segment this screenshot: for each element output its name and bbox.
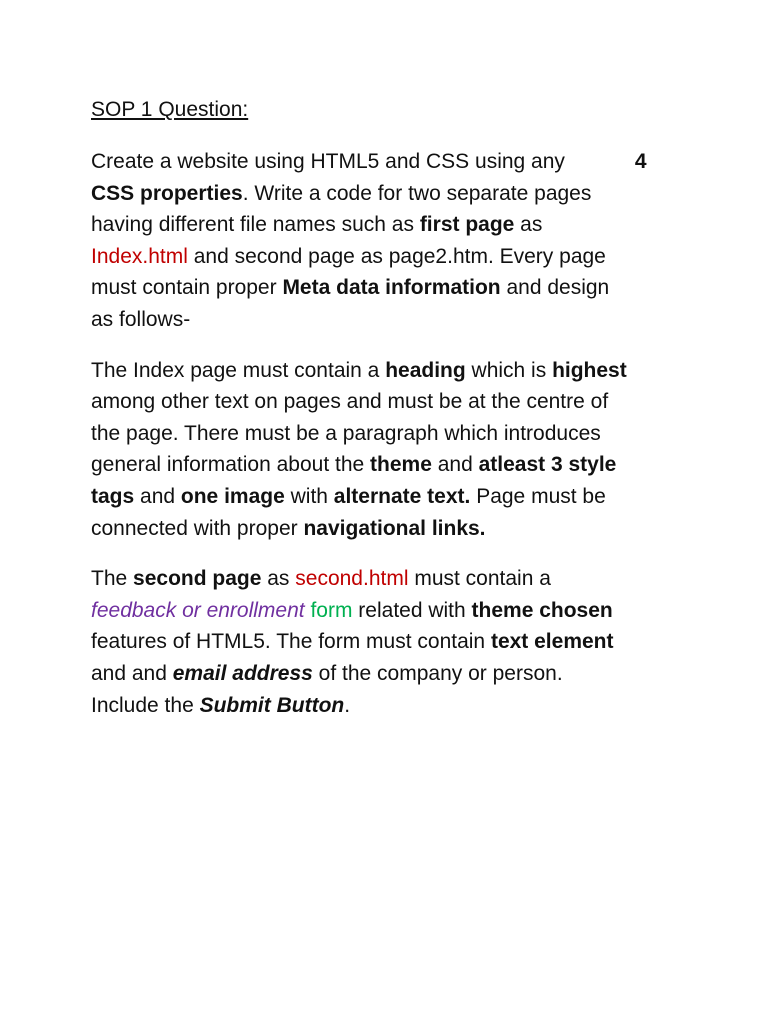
text-run: as (261, 567, 296, 591)
text-run: Include the (91, 693, 200, 717)
text-line (91, 563, 691, 595)
filename-highlight: Index.html (91, 244, 188, 268)
bold-text: second page (133, 567, 262, 591)
text-run: . (344, 693, 351, 717)
bold-text: one image (180, 484, 285, 508)
text-run: must contain proper (91, 276, 283, 300)
text-run: and (134, 484, 181, 508)
text-run: of the company or person. (312, 661, 563, 685)
bold-italic-text: email address (172, 661, 313, 685)
text-run: as (514, 213, 543, 237)
text-line (91, 449, 691, 481)
text-run: with (284, 484, 334, 508)
bold-text: atleast 3 style (478, 453, 617, 477)
text-line (91, 595, 691, 627)
text-run: having different file names such as (91, 213, 420, 237)
bold-text: 4 (634, 150, 647, 173)
text-line (91, 304, 691, 336)
paragraph-second-page (91, 563, 691, 721)
text-line (91, 241, 691, 273)
text-line (91, 513, 691, 545)
text-run: The (91, 567, 134, 591)
text-line (91, 355, 691, 387)
paragraph-intro (91, 146, 691, 336)
bold-text: theme (370, 453, 432, 477)
bold-text: highest (552, 358, 627, 382)
page-title: SOP 1 Question: (91, 98, 249, 121)
text-line (91, 690, 691, 722)
text-run: and second page as page2.htm. Every page (187, 244, 606, 268)
bold-text: navigational links. (303, 516, 486, 540)
text-line (91, 178, 691, 210)
bold-text: first page (419, 213, 515, 237)
bold-text: theme chosen (471, 598, 613, 622)
text-run: the page. There must be a paragraph which introduces (91, 421, 601, 445)
text-run: Page must be (470, 484, 606, 508)
text-run: and (431, 453, 479, 477)
italic-highlight: feedback or enrollment (91, 598, 305, 622)
bold-text: alternate text. (333, 484, 471, 508)
text-run: among other text on pages and must be at the centre of (91, 390, 609, 414)
text-line (91, 146, 691, 178)
bold-text: Meta data information (282, 276, 501, 300)
bold-text: CSS properties (91, 181, 243, 205)
text-line (91, 386, 691, 418)
document-page (91, 94, 691, 740)
text-line (91, 658, 691, 690)
text-run: The Index page must contain a (91, 358, 386, 382)
text-run: which is (465, 358, 553, 382)
text-run: connected with proper (91, 516, 304, 540)
text-line (91, 272, 691, 304)
text-run: . Write a code for two separate pages (242, 181, 592, 205)
text-run: related with (352, 598, 472, 622)
filename-highlight: second.html (295, 567, 409, 591)
text-line (91, 626, 691, 658)
text-run: Create a website using HTML5 and CSS using any (91, 150, 565, 173)
form-highlight: form (310, 598, 353, 622)
text-run: features of HTML5. The form must contain (91, 630, 491, 654)
bold-text: tags (91, 484, 135, 508)
text-run: as follows- (91, 307, 191, 331)
text-run: general information about the (91, 453, 371, 477)
bold-text: text element (490, 630, 614, 654)
text-run: must contain a (408, 567, 551, 591)
text-line (91, 209, 691, 241)
text-run: and design (500, 276, 610, 300)
text-line (91, 418, 691, 450)
bold-italic-text: Submit Button (199, 693, 345, 717)
text-line (91, 481, 691, 513)
bold-text: heading (385, 358, 466, 382)
paragraph-index-page (91, 355, 691, 545)
text-run: and and (91, 661, 173, 685)
